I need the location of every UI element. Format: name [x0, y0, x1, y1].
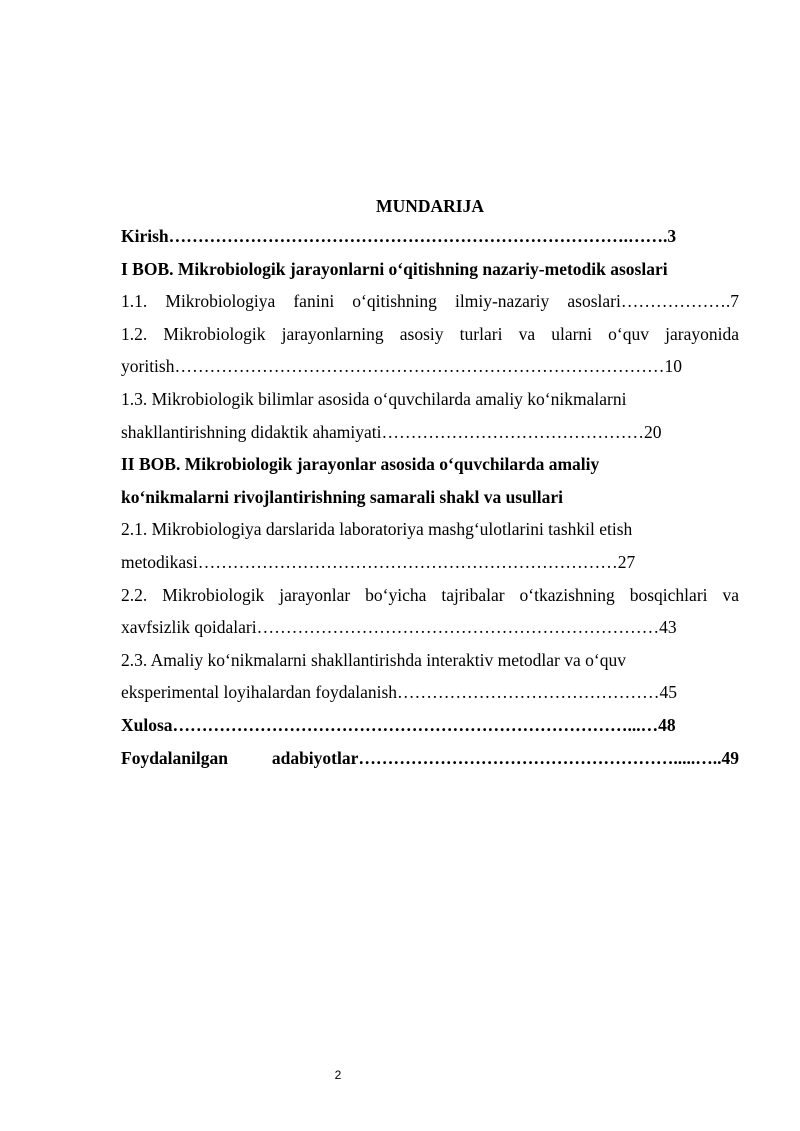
toc-entry-1-2-line-1: 1.2. Mikrobiologik jarayonlarning asosiy turlari va ularni o‘quv jarayonida [121, 323, 739, 344]
table-of-contents [121, 192, 739, 774]
toc-entry-xulosa: Xulosa……………………………………………………………………...…48 [121, 714, 676, 735]
toc-chapter-2-heading-line-2: ko‘nikmalarni rivojlantirishning samarali shakl va usullari [121, 486, 563, 507]
page-number: 2 [334, 1068, 342, 1082]
toc-entry-2-3-line-1: 2.3. Amaliy ko‘nikmalarni shakllantirishda interaktiv metodlar va o‘quv [121, 649, 626, 670]
toc-chapter-1-heading: I BOB. Mikrobiologik jarayonlarni o‘qitishning nazariy-metodik asoslari [121, 258, 668, 279]
toc-entry-1-3-line-2: shakllantirishning didaktik ahamiyati………………………………………20 [121, 421, 662, 442]
toc-title: MUNDARIJA [376, 196, 484, 216]
toc-entry-2-2-line-2: xavfsizlik qoidalari……………………………………………………………43 [121, 617, 677, 638]
toc-entry-1-2-line-2: yoritish…………………………………………………………………………10 [121, 356, 682, 377]
toc-entry-2-1-line-1: 2.1. Mikrobiologiya darslarida laboratoriya mashg‘ulotlarini tashkil etish [121, 519, 633, 540]
toc-chapter-2-heading-line-1: II BOB. Mikrobiologik jarayonlar asosida o‘quvchilarda amaliy [121, 454, 600, 475]
toc-entry-2-3-line-2: eksperimental loyihalardan foydalanish………………………………………45 [121, 682, 678, 703]
toc-entry-1-1: 1.1. Mikrobiologiya fanini o‘qitishning ilmiy-nazariy asoslari……………….7 [121, 291, 739, 312]
toc-entry-kirish: Kirish…………………………………………………………………….…….3 [121, 226, 677, 246]
toc-entry-2-2-line-1: 2.2. Mikrobiologik jarayonlar bo‘yicha tajribalar o‘tkazishning bosqichlari va [121, 584, 739, 605]
toc-entry-2-1-line-2: metodikasi………………………………………………………………27 [121, 551, 636, 572]
toc-entry-1-3-line-1: 1.3. Mikrobiologik bilimlar asosida o‘quvchilarda amaliy ko‘nikmalarni [121, 388, 627, 409]
toc-entry-foydalanilgan-adabiyotlar: Foydalanilgan adabiyotlar……………………………………………….....…..49 [121, 747, 739, 768]
